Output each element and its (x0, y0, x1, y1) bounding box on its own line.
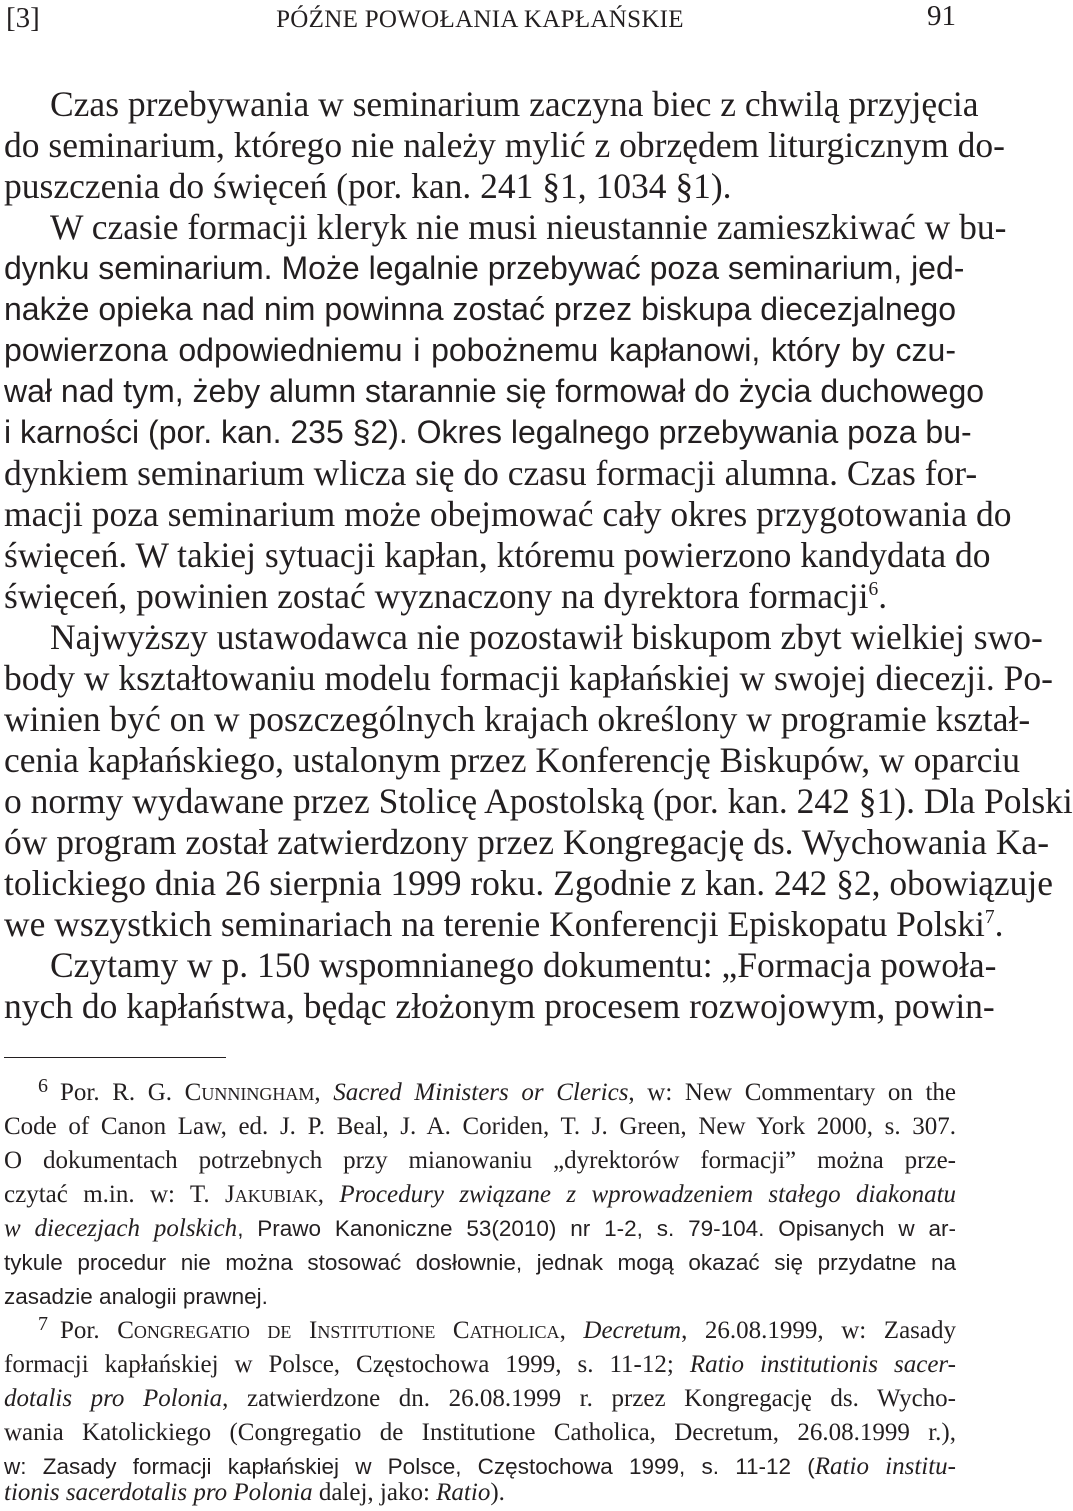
footnote-text: , (317, 1181, 340, 1208)
page-number: 91 (927, 0, 956, 32)
footnote-ref-6[interactable]: 6 (868, 579, 879, 601)
text-line: nych do kapłaństwa, będąc złożonym procesem rozwojowym, powin- (4, 986, 995, 1026)
footnote-title: Ratio (436, 1479, 491, 1506)
footnote-text: , zatwierdzone dn. 26.08.1999 r. przez Kongregację ds. Wycho- (222, 1385, 956, 1412)
text-line: cenia kapłańskiego, ustalonym przez Konferencję Biskupów, w oparciu (4, 740, 1021, 780)
footnote-author: Congregatio de Institutione Catholica (117, 1317, 560, 1344)
footnote-number: 7 (38, 1313, 48, 1335)
footnote-title: w diecezjach polskich (4, 1215, 238, 1242)
text-line (4, 904, 1004, 946)
footnote-text: czytać m.in. w: T. (4, 1181, 225, 1208)
footnote-title: Ratio institu- (814, 1453, 956, 1480)
footnote-line: zasadzie analogii prawnej. (4, 1284, 268, 1309)
text-line: nakże opieka nad nim powinna zostać przez biskupa diecezjalnego (4, 291, 956, 327)
running-header (0, 0, 960, 40)
footnote-line (4, 1313, 957, 1348)
footnote-text: Por. R. G. (60, 1079, 185, 1106)
text-line: święceń. W takiej sytuacji kapłan, któremu powierzono kandydata do (4, 535, 991, 575)
footnote-text: , (559, 1317, 584, 1344)
text-line: W czasie formacji kleryk nie musi nieustannie zamieszkiwać w bu- (50, 207, 1007, 247)
footnote-title: Procedury związane z wprowadzeniem stałego diakonatu (339, 1181, 957, 1208)
text-line: tolickiego dnia 26 sierpnia 1999 roku. Zgodnie z kan. 242 §2, obowiązuje (4, 863, 1053, 903)
text-line: macji poza seminarium może obejmować cały okres przygotowania do (4, 494, 1012, 534)
text-line: wał nad tym, żeby alumn starannie się formował do życia duchowego (4, 373, 985, 409)
text-line-content: święceń, powinien zostać wyznaczony na dyrektora formacji (4, 576, 869, 616)
text-line: powierzona odpowiedniemu i pobożnemu kapłanowi, który by czu- (4, 332, 956, 368)
text-line: do seminarium, którego nie należy mylić z obrzędem liturgicznym do- (4, 125, 1005, 165)
footnote-author: Jakubiak (224, 1181, 318, 1208)
footnote-line (4, 1478, 956, 1510)
footnote-text: ). (490, 1479, 505, 1506)
text-line: Czytamy w p. 150 wspomnianego dokumentu: „Formacja powoła- (50, 945, 997, 985)
footnote-number: 6 (38, 1075, 48, 1097)
footnote-title: tionis sacerdotalis pro Polonia (4, 1479, 313, 1506)
text-line-end: . (878, 576, 888, 616)
footnote-line (4, 1075, 956, 1110)
footnote-line (4, 1214, 956, 1246)
text-line-content: we wszystkich seminariach na terenie Konferencji Episkopatu Polski (4, 904, 985, 944)
footnote-line: tykule procedur nie można stosować dosłownie, jednak mogą okazać się przydatne na (4, 1250, 956, 1275)
footnote-text: , (314, 1079, 334, 1106)
text-line: dynku seminarium. Może legalnie przebywać poza seminarium, jed- (4, 250, 965, 286)
footnote-line (4, 1384, 956, 1416)
text-line (4, 576, 956, 618)
footnote-title: Sacred Ministers or Clerics (333, 1079, 629, 1106)
footnote-line: O dokumentach potrzebnych przy mianowaniu „dyrektorów formacji” można prze- (4, 1147, 956, 1174)
footnote-author: Cunningham (184, 1079, 315, 1106)
footnote-line: Code of Canon Law, ed. J. P. Beal, J. A. Coriden, T. J. Green, New York 2000, s. 307. (4, 1113, 956, 1140)
section-number: [3] (6, 2, 40, 34)
footnote-text: , 26.08.1999, w: Zasady (681, 1317, 957, 1344)
footnote-title: Ratio institutionis sacer- (689, 1351, 956, 1378)
footnote-text: , Prawo Kanoniczne 53(2010) nr 1-2, s. 79-104. Opisanych w ar- (237, 1216, 956, 1241)
text-line: puszczenia do święceń (por. kan. 241 §1, 1034 §1). (4, 166, 732, 206)
running-title: PÓŹNE POWOŁANIA KAPŁAŃSKIE (276, 6, 684, 33)
footnote-line (4, 1180, 956, 1212)
text-line-end: . (994, 904, 1004, 944)
footnote-text: , w: New Commentary on the (628, 1079, 956, 1106)
footnote-text: dalej, jako: (312, 1479, 437, 1506)
footnote-ref-7[interactable]: 7 (984, 907, 995, 929)
footnote-divider (4, 1057, 226, 1058)
footnote-text: formacji kapłańskiej w Polsce, Częstochowa 1999, s. 11-12; (4, 1351, 690, 1378)
text-line: dynkiem seminarium wlicza się do czasu formacji alumna. Czas for- (4, 453, 978, 493)
footnote-line (4, 1350, 956, 1382)
footnote-text: Por. (60, 1317, 118, 1344)
text-line: i karności (por. kan. 235 §2). Okres legalnego przebywania poza bu- (4, 414, 972, 450)
text-line: body w kształtowaniu modelu formacji kapłańskiej w swojej diecezji. Po- (4, 658, 1053, 698)
text-line: winien być on w poszczególnych krajach określony w programie kształ- (4, 699, 1031, 739)
footnote-line: wania Katolickiego (Congregatio de Institutione Catholica, Decretum, 26.08.1999 r.), (4, 1419, 956, 1446)
text-line: ów program został zatwierdzony przez Kongregację ds. Wychowania Ka- (4, 822, 1050, 862)
text-line: o normy wydawane przez Stolicę Apostolską (por. kan. 242 §1). Dla Polski (4, 781, 1073, 821)
text-line: Czas przebywania w seminarium zaczyna biec z chwilą przyjęcia (50, 84, 979, 124)
footnote-title: dotalis pro Polonia (4, 1385, 223, 1412)
footnote-text: w: Zasady formacji kapłańskiej w Polsce, Częstochowa 1999, s. 11-12 ( (4, 1454, 815, 1479)
footnote-title: Decretum (583, 1317, 682, 1344)
text-line: Najwyższy ustawodawca nie pozostawił biskupom zbyt wielkiej swo- (50, 617, 1043, 657)
